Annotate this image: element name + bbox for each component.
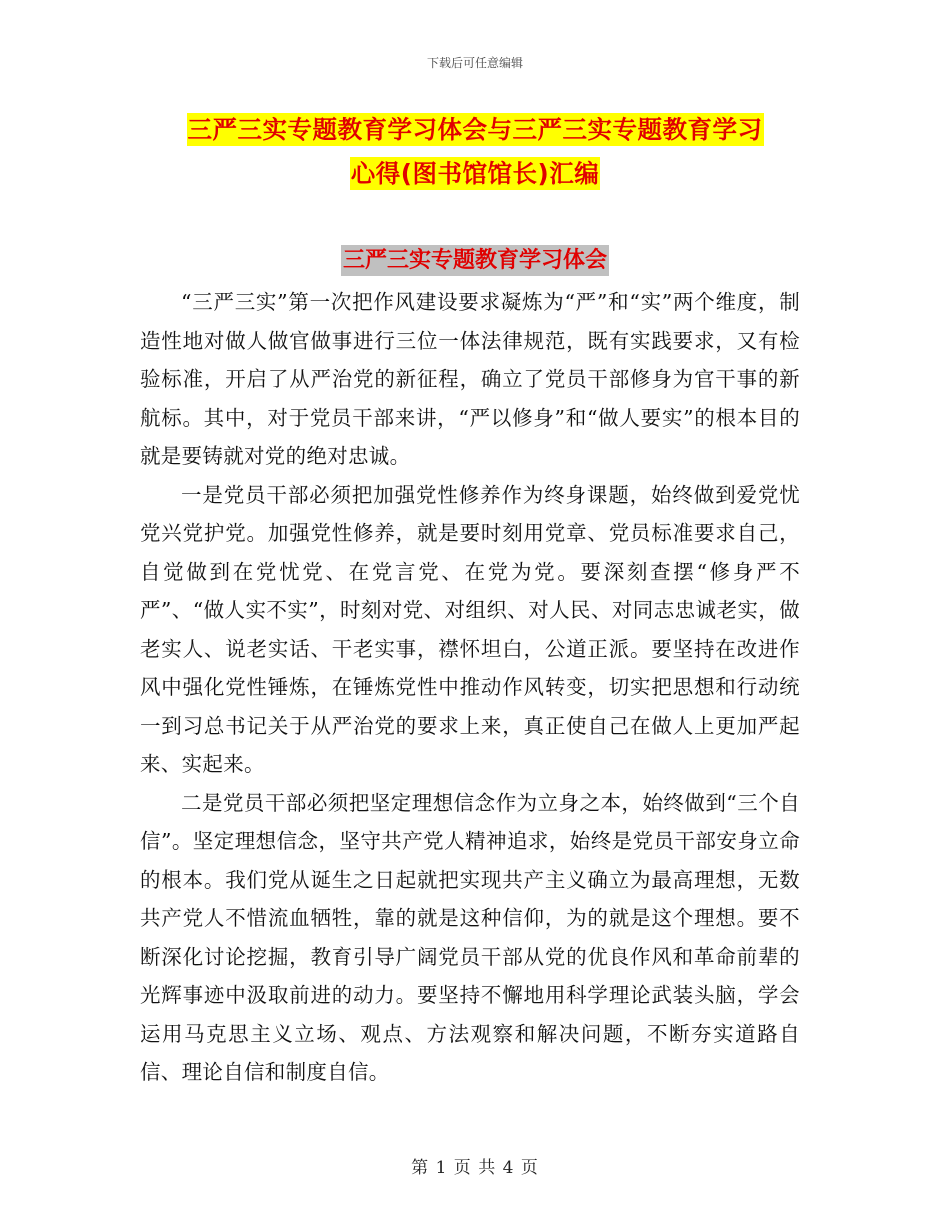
section-heading-text: 三严三实专题教育学习体会 — [341, 245, 609, 276]
paragraph: 一是党员干部必须把加强党性修养作为终身课题，始终做到爱党忧党兴党护党。加强党性修养，就是要时刻用党章、党员标准要求自己，自觉做到在党忧党、在党言党、在党为党。要深刻查摆“修身严不严”、“做人实不实”，时刻对党、对组织、对人民、对同志忠诚老实，做老实人、说老实话、干老实事，襟怀坦白，公道正派。要坚持在改进作风中强化党性锤炼，在锤炼党性中推动作风转变，切实把思想和行动统一到习总书记关于从严治党的要求上来，真正使自己在做人上更加严起来、实起来。 — [140, 482, 800, 776]
header-note: 下载后可任意编辑 — [426, 56, 523, 70]
document-title-line-2 — [0, 157, 950, 191]
document-title-line-1 — [0, 113, 950, 147]
section-heading — [0, 245, 950, 277]
page-footer: 第 1 页 共 4 页 — [411, 1158, 539, 1178]
title-text-1: 三严三实专题教育学习体会与三严三实专题教育学习 — [187, 115, 763, 144]
paragraph: 二是党员干部必须把坚定理想信念作为立身之本，始终做到“三个自信”。坚定理想信念，坚守共产党人精神追求，始终是党员干部安身立命的根本。我们党从诞生之日起就把实现共产主义确立为最高理想，无数共产党人不惜流血牺牲，靠的就是这种信仰，为的就是这个理想。要不断深化讨论挖掘，教育引导广阔党员干部从党的优良作风和革命前辈的光辉事迹中汲取前进的动力。要坚持不懈地用科学理论武装头脑，学会运用马克思主义立场、观点、方法观察和解决问题，不断夯实道路自信、理论自信和制度自信。 — [140, 790, 800, 1084]
paragraph: “三严三实”第一次把作风建设要求凝炼为“严”和“实”两个维度，制造性地对做人做官做事进行三位一体法律规范，既有实践要求，又有检验标准，开启了从严治党的新征程，确立了党员干部修身为官干事的新航标。其中，对于党员干部来讲，“严以修身”和“做人要实”的根本目的就是要铸就对党的绝对忠诚。 — [140, 290, 800, 468]
document-body — [140, 283, 800, 1092]
title-text-2: 心得(图书馆馆长)汇编 — [350, 159, 600, 188]
